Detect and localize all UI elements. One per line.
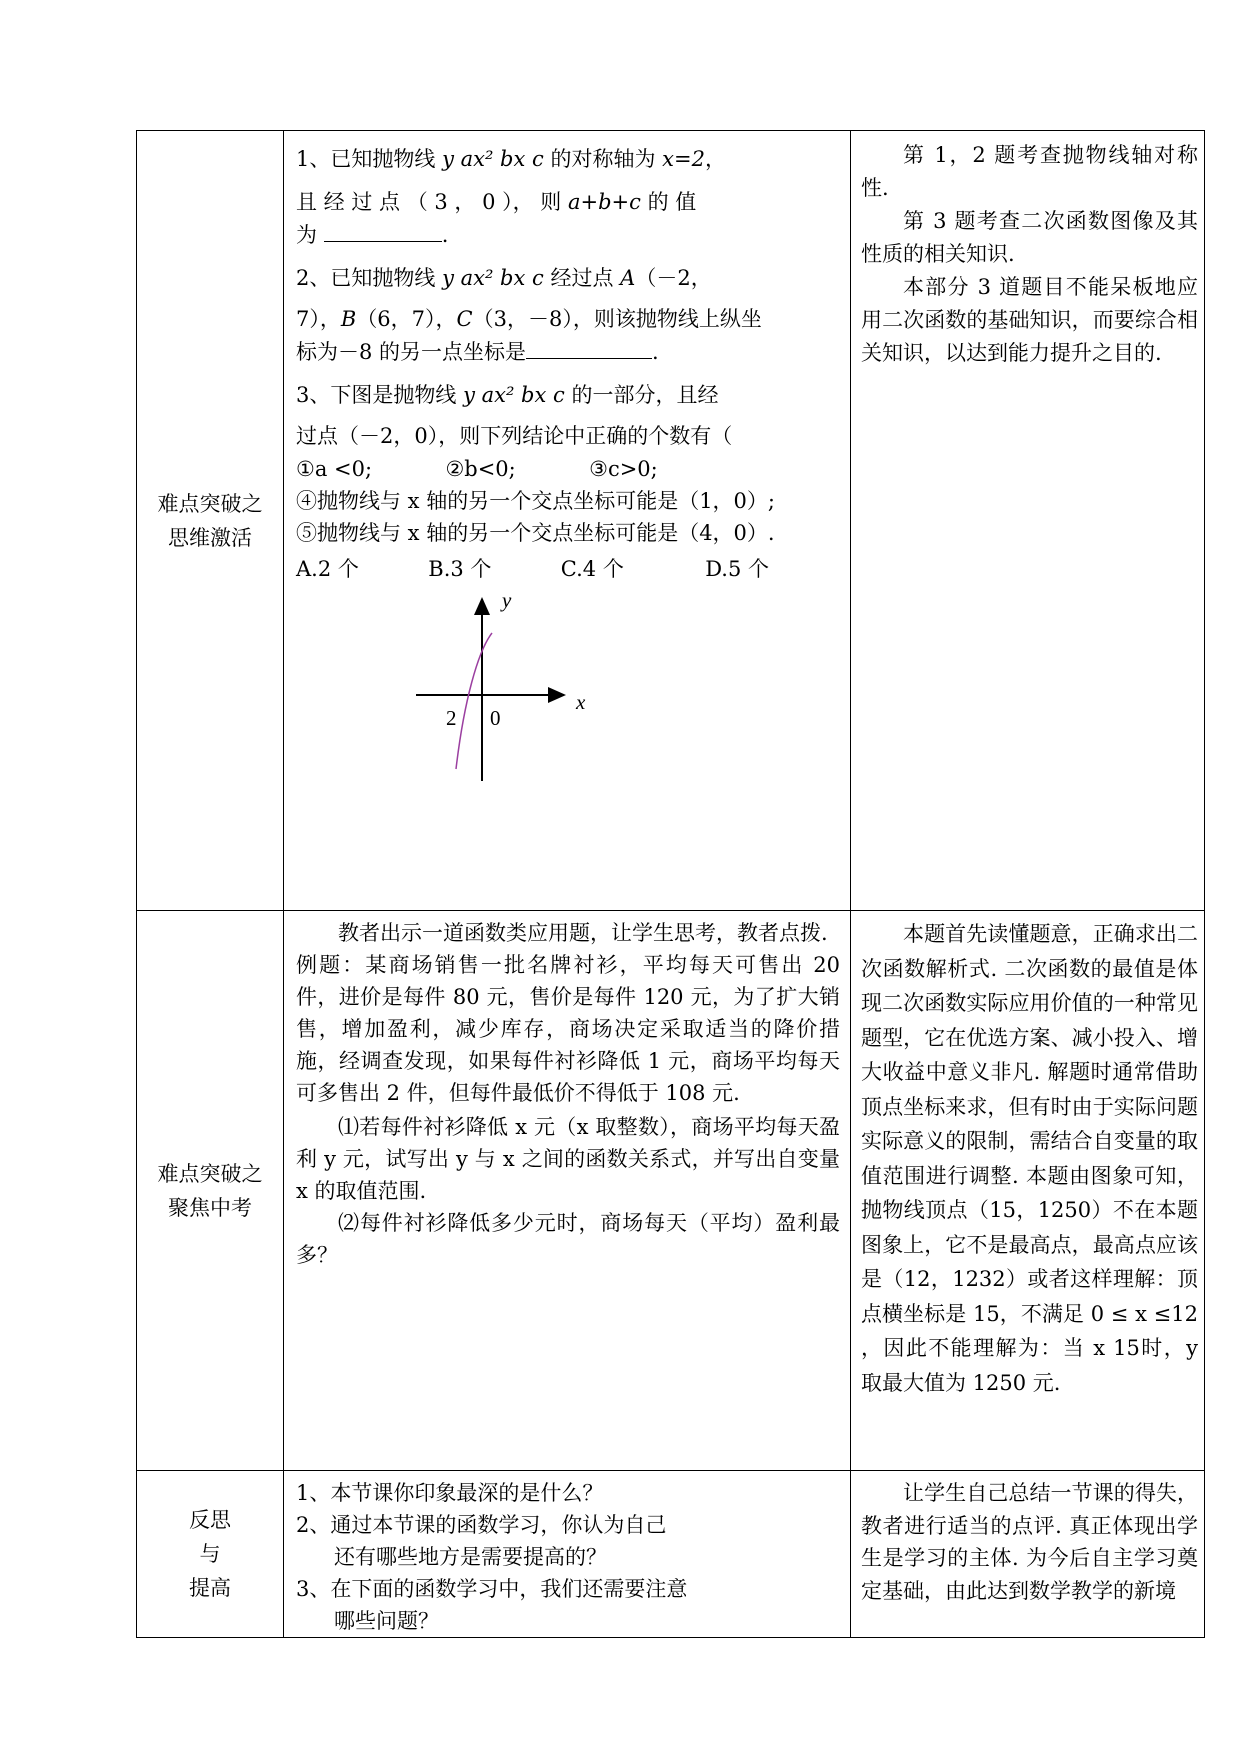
table-row	[137, 1471, 1205, 1638]
q3-choice-2: ②b<0;	[445, 457, 516, 481]
question-2-line2	[296, 303, 840, 336]
q3-choices-row	[296, 453, 840, 485]
q2-point-c: C	[456, 307, 473, 331]
note-paragraph: 本题首先读懂题意，正确求出二次函数解析式. 二次函数的最值是体现二次函数实际应用价值的一种常见题型，它在优选方案、减小投入、增大收益中意义非凡. 解题时通常借助顶点坐标来求，但有时由于实际问题实际意义的限制，需结合自变量的取值范围进行调整. 本题由图象可知，抛物线顶点（15，1250）不在本题图象上，它不是最高点，最高点应该是（12，1232）或者这样理解：顶点横坐标是 15，不满足 0 ≤ x ≤12 ，因此不能理解为：当 x 15时，y 取最大值为 1250 元.	[861, 922, 1198, 1395]
q2-point-b: B	[340, 307, 357, 331]
q3-choice-1: ①a <0;	[296, 457, 373, 481]
reflection-question-3: 3、在下面的函数学习中，我们还需要注意	[296, 1577, 688, 1601]
q1-formula: y ax² bx c	[442, 147, 544, 171]
q3-text-b: 的一部分，且经	[571, 383, 719, 407]
example-cell	[284, 911, 851, 1471]
question-1-line2	[296, 186, 840, 219]
q2-formula: y ax² bx c	[442, 266, 544, 290]
example-part-1: ⑴若每件衬衫降低 x 元（x 取整数），商场平均每天盈利 y 元，试写出 y 与 x 之间的函数关系式，并写出自变量 x 的取值范围.	[296, 1115, 840, 1203]
question-1	[296, 143, 840, 176]
q2-line3: 标为－8 的另一点坐标是	[296, 340, 527, 364]
example-intro: 教者出示一道函数类应用题，让学生思考，教者点拨.	[338, 921, 828, 945]
reflection-question-3-cont: 哪些问题？	[334, 1609, 439, 1633]
question-3	[296, 379, 840, 412]
reflection-question-2: 2、通过本节课的函数学习，你认为自己	[296, 1513, 667, 1537]
q1-text-b: 的对称轴为	[550, 147, 656, 171]
note-paragraph: 第 1，2 题考查抛物线轴对称性.	[861, 143, 1198, 200]
example-problem: 例题：某商场销售一批名牌衬衫，平均每天可售出 20 件，进价是每件 80 元，售价是每件 120 元，为了扩大销售，增加盈利，减少库存，商场决定采取适当的降价措施，经调查发现，如果每件衬衫降低 1 元，商场平均每天可多售出 2 件，但每件最低价不得低于 108 元.	[296, 953, 840, 1105]
option-d: D.5 个	[705, 557, 770, 581]
row-label-text: 反思 与 提高	[189, 1508, 231, 1600]
reflection-cell	[284, 1471, 851, 1638]
q1-line2: 且 经 过 点 （ 3 ， 0 ）， 则	[296, 190, 562, 214]
option-b: B.3 个	[428, 557, 492, 581]
q3-line2: 过点（－2，0），则下列结论中正确的个数有（	[296, 424, 733, 448]
table-row	[137, 911, 1205, 1471]
parabola-curve	[456, 633, 492, 769]
answer-blank[interactable]	[324, 241, 442, 242]
q1-comma: ，	[704, 147, 726, 171]
note-paragraph: 让学生自己总结一节课的得失，教者进行适当的点评. 真正体现出学生是学习的主体. 为今后自主学习奠定基础，由此达到数学教学的新境	[861, 1481, 1198, 1603]
row-label-text: 难点突破之 思维激活	[157, 491, 263, 550]
origin-label: 0	[490, 706, 501, 730]
q2-point-c-val: （3，－8），则该抛物线上纵坐	[472, 307, 762, 331]
q1-expr: a+b+c	[568, 190, 641, 214]
lesson-table	[136, 130, 1205, 1638]
q2-point-a: A	[620, 266, 636, 290]
question-3-line2	[296, 420, 840, 453]
notes-cell	[851, 131, 1205, 911]
q1-axis: x=2	[662, 147, 705, 171]
q2-point-a-val: （－2，	[635, 266, 712, 290]
q3-choice-3: ③c>0;	[589, 457, 658, 481]
example-part-2: ⑵每件衬衫降低多少元时，商场每天（平均）盈利最多？	[296, 1211, 840, 1267]
tick-label: 2	[446, 706, 457, 730]
table-row	[137, 131, 1205, 911]
q3-options	[296, 553, 840, 585]
notes-cell	[851, 911, 1205, 1471]
parabola-graph	[416, 591, 616, 781]
y-axis-label: y	[502, 591, 512, 612]
q2-line2a: 7），	[296, 307, 341, 331]
reflection-question-2-cont: 还有哪些地方是需要提高的？	[334, 1545, 607, 1569]
x-axis-label: x	[576, 690, 586, 714]
q1-text: 1、已知抛物线	[296, 147, 436, 171]
q2-text-b: 经过点	[550, 266, 614, 290]
note-paragraph: 本部分 3 道题目不能呆板地应用二次函数的基础知识，而要综合相关知识，以达到能力提升之目的.	[861, 275, 1198, 365]
q3-choice-5: ⑤抛物线与 x 轴的另一个交点坐标可能是（4，0）.	[296, 521, 775, 545]
q3-formula: y ax² bx c	[463, 383, 565, 407]
question-2-line3: 标为－8 的另一点坐标是 .	[296, 340, 659, 364]
q3-text: 3、下图是抛物线	[296, 383, 457, 407]
question-2	[296, 262, 840, 295]
notes-cell	[851, 1471, 1205, 1638]
answer-blank[interactable]	[526, 358, 652, 359]
option-a: A.2 个	[296, 557, 359, 581]
q2-point-b-val: （6，7），	[356, 307, 457, 331]
question-1-line3: 为 .	[296, 223, 449, 247]
note-paragraph: 第 3 题考查二次函数图像及其性质的相关知识.	[861, 209, 1198, 266]
row-label-text: 难点突破之 聚焦中考	[157, 1161, 263, 1220]
questions-cell	[284, 131, 851, 911]
q2-text: 2、已知抛物线	[296, 266, 436, 290]
reflection-question-1: 1、本节课你印象最深的是什么？	[296, 1481, 604, 1505]
row-label	[137, 131, 284, 911]
row-label	[137, 1471, 284, 1638]
option-c: C.4 个	[560, 557, 624, 581]
q1-text-d: 的 值	[647, 190, 697, 214]
q3-choice-4: ④抛物线与 x 轴的另一个交点坐标可能是（1，0）;	[296, 489, 775, 513]
row-label	[137, 911, 284, 1471]
q1-text-e: 为	[296, 223, 317, 247]
